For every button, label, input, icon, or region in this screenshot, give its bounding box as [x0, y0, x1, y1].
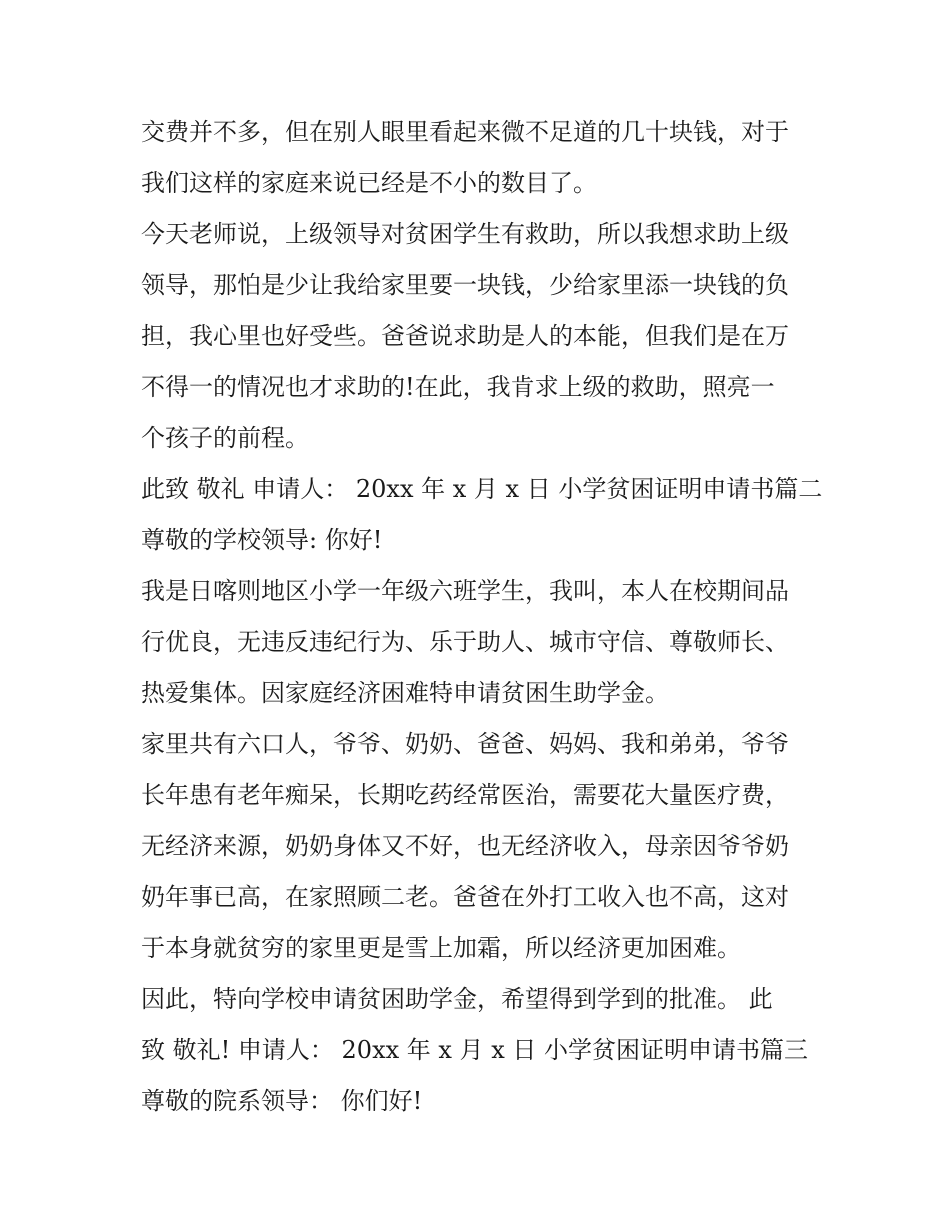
text-line: 领导，那怕是少让我给家里要一块钱，少给家里添一块钱的负	[141, 271, 789, 299]
text-line: 此致 敬礼 申请人： 20xx 年 x 月 x 日 小学贫困证明申请书篇二	[141, 475, 823, 503]
text-line: 热爱集体。因家庭经济困难特申请贫困生助学金。	[141, 679, 669, 707]
text-line: 致 敬礼! 申请人： 20xx 年 x 月 x 日 小学贫困证明申请书篇三	[141, 1036, 808, 1064]
text-line: 个孩子的前程。	[141, 424, 309, 452]
text-line: 行优良，无违反违纪行为、乐于助人、城市守信、尊敬师长、	[141, 628, 789, 656]
text-line: 担，我心里也好受些。爸爸说求助是人的本能，但我们是在万	[141, 322, 789, 350]
text-line: 尊敬的学校领导: 你好!	[141, 526, 383, 554]
text-line: 无经济来源，奶奶身体又不好，也无经济收入，母亲因爷爷奶	[141, 832, 789, 860]
text-line: 长年患有老年痴呆，长期吃药经常医治，需要花大量医疗费，	[141, 781, 789, 809]
text-line: 我们这样的家庭来说已经是不小的数目了。	[141, 169, 597, 197]
text-line: 奶年事已高，在家照顾二老。爸爸在外打工收入也不高，这对	[141, 883, 789, 911]
text-line: 尊敬的院系领导： 你们好!	[141, 1087, 423, 1115]
text-line: 今天老师说，上级领导对贫困学生有救助，所以我想求助上级	[141, 220, 789, 248]
text-line: 家里共有六口人，爷爷、奶奶、爸爸、妈妈、我和弟弟，爷爷	[141, 730, 789, 758]
text-line: 不得一的情况也才求助的!在此，我肯求上级的救助，照亮一	[141, 373, 775, 401]
text-line: 交费并不多，但在别人眼里看起来微不足道的几十块钱，对于	[141, 118, 789, 146]
text-line: 于本身就贫穷的家里更是雪上加霜，所以经济更加困难。	[141, 934, 741, 962]
document-body	[141, 107, 821, 1127]
text-line: 我是日喀则地区小学一年级六班学生，我叫，本人在校期间品	[141, 577, 789, 605]
text-line: 因此，特向学校申请贫困助学金，希望得到学到的批准。 此	[141, 985, 773, 1013]
